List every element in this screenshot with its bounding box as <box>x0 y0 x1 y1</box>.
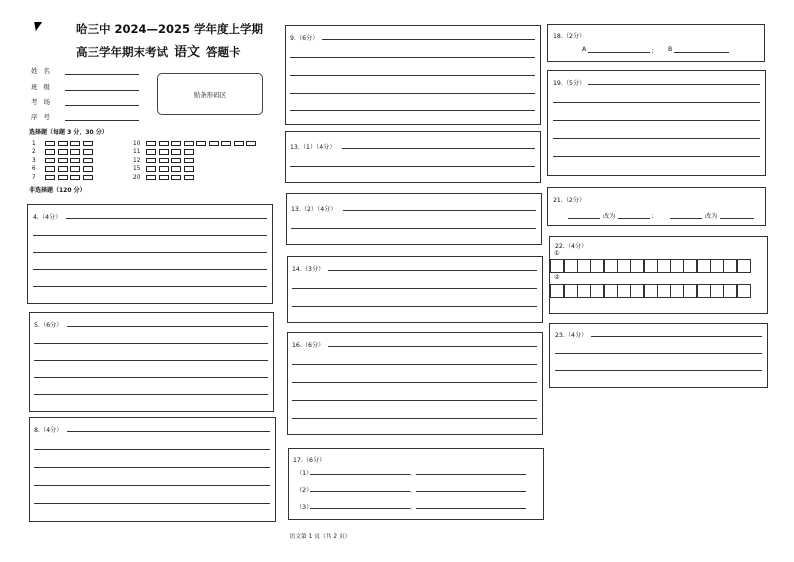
answer-box-q14 <box>287 256 543 323</box>
question-number: 3 <box>32 157 36 164</box>
question-number: 7 <box>32 174 36 181</box>
answer-bubble[interactable] <box>146 166 156 172</box>
grid-cell[interactable] <box>737 259 751 273</box>
q17-item-label: （1） <box>296 470 313 477</box>
writing-grid-1[interactable] <box>551 259 751 273</box>
answer-card-label: 答题卡 <box>206 45 241 59</box>
grid-cell[interactable] <box>697 259 711 273</box>
answer-line[interactable] <box>343 210 536 211</box>
answer-line[interactable] <box>291 228 536 229</box>
answer-line[interactable] <box>342 148 535 149</box>
exam-title-line2 <box>76 41 241 60</box>
separator: ； <box>651 213 658 220</box>
nonchoice-section-title: 非选择题（120 分） <box>29 187 86 194</box>
answer-bubble[interactable] <box>184 149 194 155</box>
answer-line[interactable] <box>292 306 537 307</box>
answer-bubble[interactable] <box>83 166 93 172</box>
question-label-q14: 14.（3分） <box>292 266 325 273</box>
answer-line[interactable] <box>290 110 535 111</box>
answer-line[interactable] <box>555 370 762 371</box>
choice-row <box>32 149 95 156</box>
answer-box-q4 <box>27 204 273 304</box>
choice-row <box>133 157 196 164</box>
answer-bubble[interactable] <box>234 141 244 147</box>
question-label-q4: 4.（4分） <box>33 214 62 221</box>
answer-line[interactable] <box>322 39 535 40</box>
answer-box-q16 <box>287 332 543 435</box>
answer-line[interactable] <box>292 382 537 383</box>
answer-bubble[interactable] <box>58 149 68 155</box>
answer-line[interactable] <box>568 218 600 219</box>
question-number: 11 <box>133 149 141 155</box>
answer-line[interactable] <box>292 400 537 401</box>
answer-box-q21 <box>547 187 766 226</box>
answer-bubble[interactable] <box>45 158 55 164</box>
answer-bubble[interactable] <box>171 166 181 172</box>
grid-cell[interactable] <box>630 259 644 273</box>
answer-bubble[interactable] <box>171 149 181 155</box>
grid-cell[interactable] <box>710 259 724 273</box>
question-label-q21: 21.（2分） <box>553 197 586 204</box>
q18-option-a: A <box>582 46 587 53</box>
question-label-q16: 16.（6分） <box>292 342 325 349</box>
answer-bubble[interactable] <box>45 175 55 181</box>
answer-line[interactable] <box>290 93 535 94</box>
answer-line[interactable] <box>67 431 270 432</box>
answer-bubble[interactable] <box>70 141 80 147</box>
answer-bubble[interactable] <box>83 141 93 147</box>
comma-separator: ， <box>410 504 417 511</box>
grid-cell[interactable] <box>617 284 631 298</box>
answer-bubble[interactable] <box>159 166 169 172</box>
grid-cell[interactable] <box>604 284 618 298</box>
answer-bubble[interactable] <box>171 141 181 147</box>
q17-item-label: （3） <box>296 504 313 511</box>
choice-row <box>133 140 259 147</box>
comma-separator: ， <box>410 470 417 477</box>
answer-bubble[interactable] <box>209 141 219 147</box>
answer-box-q13-2 <box>286 193 542 245</box>
answer-line[interactable] <box>674 52 729 53</box>
writing-grid-2[interactable] <box>551 284 751 298</box>
answer-line[interactable] <box>66 218 267 219</box>
answer-line[interactable] <box>34 360 268 361</box>
grid-cell[interactable] <box>670 259 684 273</box>
answer-bubble[interactable] <box>146 158 156 164</box>
grid-cell[interactable] <box>604 259 618 273</box>
question-label-q9: 9.（6分） <box>290 35 319 42</box>
answer-bubble[interactable] <box>196 141 206 147</box>
q22-mark: ① <box>554 250 560 257</box>
answer-line[interactable] <box>34 377 268 378</box>
grid-cell[interactable] <box>577 284 591 298</box>
grid-cell[interactable] <box>590 259 604 273</box>
answer-bubble[interactable] <box>83 158 93 164</box>
answer-line[interactable] <box>618 218 650 219</box>
info-label: 班级 <box>31 83 56 91</box>
grid-cell[interactable] <box>550 284 564 298</box>
answer-line[interactable] <box>588 52 650 53</box>
q22-mark: ② <box>554 274 560 281</box>
answer-bubble[interactable] <box>184 141 194 147</box>
choice-row <box>133 166 196 173</box>
grid-cell[interactable] <box>550 259 564 273</box>
answer-line[interactable] <box>34 343 268 344</box>
answer-line[interactable] <box>34 503 270 504</box>
answer-bubble[interactable] <box>146 141 156 147</box>
answer-line[interactable] <box>555 353 762 354</box>
answer-bubble[interactable] <box>221 141 231 147</box>
question-label-q17: 17.（6分） <box>293 457 326 464</box>
question-label-q18: 18.（2分） <box>553 33 586 40</box>
grid-cell[interactable] <box>577 259 591 273</box>
answer-line[interactable] <box>720 218 754 219</box>
name-field[interactable] <box>65 67 139 75</box>
question-label-q5: 5.（6分） <box>34 322 63 329</box>
q17-item-label: （2） <box>296 487 313 494</box>
grid-cell[interactable] <box>737 284 751 298</box>
answer-bubble[interactable] <box>45 141 55 147</box>
question-label-q22: 22.（4分） <box>555 243 588 250</box>
answer-line[interactable] <box>670 218 702 219</box>
answer-line[interactable] <box>33 286 267 287</box>
answer-line[interactable] <box>553 156 760 157</box>
answer-line[interactable] <box>328 346 537 347</box>
answer-bubble[interactable] <box>171 175 181 181</box>
answer-line[interactable] <box>553 138 760 139</box>
answer-bubble[interactable] <box>184 166 194 172</box>
answer-line[interactable] <box>67 326 268 327</box>
answer-line[interactable] <box>290 75 535 76</box>
grid-cell[interactable] <box>564 284 578 298</box>
answer-line[interactable] <box>292 418 537 419</box>
question-number: 1 <box>32 140 36 147</box>
page-footer: 语文第 1 页（共 2 页） <box>289 534 351 540</box>
change-to-label: 改为 <box>603 213 616 220</box>
answer-line[interactable] <box>34 394 268 395</box>
answer-bubble[interactable] <box>70 149 80 155</box>
barcode-area <box>157 73 263 115</box>
grid-cell[interactable] <box>723 259 737 273</box>
answer-line[interactable] <box>588 84 760 85</box>
question-label-q13-1: 13.（1）（4分） <box>290 144 336 151</box>
answer-bubble[interactable] <box>58 158 68 164</box>
answer-line[interactable] <box>416 474 526 475</box>
question-number: 10 <box>133 140 141 147</box>
choice-row <box>32 166 95 173</box>
answer-bubble[interactable] <box>70 158 80 164</box>
exam-room-field[interactable] <box>65 98 139 106</box>
q18-option-b: B <box>668 46 673 53</box>
answer-bubble[interactable] <box>159 149 169 155</box>
info-row-name <box>31 66 139 75</box>
answer-line[interactable] <box>34 449 270 450</box>
grid-cell[interactable] <box>670 284 684 298</box>
info-label: 考场 <box>31 98 56 106</box>
answer-line[interactable] <box>416 491 526 492</box>
answer-line[interactable] <box>33 269 267 270</box>
answer-line[interactable] <box>34 467 270 468</box>
exam-title-prefix: 高三学年期末考试 <box>76 45 168 59</box>
answer-box-q13-1 <box>285 131 541 183</box>
choice-row <box>133 149 196 156</box>
question-label-q8: 8.（4分） <box>34 427 63 434</box>
answer-bubble[interactable] <box>159 141 169 147</box>
grid-cell[interactable] <box>657 259 671 273</box>
question-number: 2 <box>32 149 36 155</box>
answer-bubble[interactable] <box>171 158 181 164</box>
grid-cell[interactable] <box>644 259 658 273</box>
answer-bubble[interactable] <box>83 175 93 181</box>
answer-bubble[interactable] <box>45 166 55 172</box>
info-row-class <box>31 82 139 91</box>
answer-bubble[interactable] <box>58 166 68 172</box>
question-number: 20 <box>133 174 141 181</box>
question-number: 6 <box>32 166 36 172</box>
question-label-q23: 23.（4分） <box>555 332 588 339</box>
answer-line[interactable] <box>292 288 537 289</box>
corner-mark <box>32 22 42 31</box>
separator: ； <box>651 48 658 55</box>
choice-section-title: 选择题（每题 3 分，30 分） <box>29 129 108 136</box>
question-number: 15 <box>133 166 141 172</box>
answer-bubble[interactable] <box>146 175 156 181</box>
question-number: 12 <box>133 157 141 164</box>
answer-bubble[interactable] <box>83 149 93 155</box>
answer-line[interactable] <box>34 485 270 486</box>
answer-box-q5 <box>29 312 274 412</box>
question-label-q13-2: 13.（2）（4分） <box>291 206 337 213</box>
answer-bubble[interactable] <box>146 149 156 155</box>
seat-number-field[interactable] <box>65 113 139 121</box>
answer-line[interactable] <box>310 491 410 492</box>
answer-line[interactable] <box>553 102 760 103</box>
answer-box-q8 <box>29 417 276 522</box>
answer-line[interactable] <box>290 166 535 167</box>
grid-cell[interactable] <box>617 259 631 273</box>
grid-cell[interactable] <box>723 284 737 298</box>
answer-bubble[interactable] <box>159 158 169 164</box>
grid-cell[interactable] <box>657 284 671 298</box>
answer-line[interactable] <box>328 270 537 271</box>
answer-line[interactable] <box>310 474 410 475</box>
answer-box-q18 <box>547 24 765 62</box>
grid-cell[interactable] <box>697 284 711 298</box>
info-label: 姓名 <box>31 67 56 75</box>
answer-bubble[interactable] <box>159 175 169 181</box>
choice-row <box>133 174 196 181</box>
grid-cell[interactable] <box>630 284 644 298</box>
answer-bubble[interactable] <box>70 175 80 181</box>
answer-bubble[interactable] <box>58 141 68 147</box>
grid-cell[interactable] <box>564 259 578 273</box>
answer-line[interactable] <box>33 235 267 236</box>
answer-line[interactable] <box>292 364 537 365</box>
comma-separator: ， <box>410 487 417 494</box>
choice-row <box>32 140 95 147</box>
info-label: 序号 <box>31 113 56 121</box>
answer-line[interactable] <box>591 336 762 337</box>
answer-bubble[interactable] <box>184 158 194 164</box>
grid-cell[interactable] <box>590 284 604 298</box>
change-to-label: 改为 <box>705 213 718 220</box>
choice-row <box>32 157 95 164</box>
answer-line[interactable] <box>416 508 526 509</box>
grid-cell[interactable] <box>683 284 697 298</box>
grid-cell[interactable] <box>644 284 658 298</box>
subject-name: 语文 <box>174 45 201 60</box>
exam-title-line1: 哈三中 2024—2025 学年度上学期 <box>76 22 264 36</box>
answer-line[interactable] <box>553 120 760 121</box>
answer-bubble[interactable] <box>246 141 256 147</box>
grid-cell[interactable] <box>683 259 697 273</box>
grid-cell[interactable] <box>710 284 724 298</box>
answer-bubble[interactable] <box>184 175 194 181</box>
answer-line[interactable] <box>290 57 535 58</box>
info-row-seat <box>31 112 139 121</box>
answer-bubble[interactable] <box>45 149 55 155</box>
barcode-label: 贴条形码区 <box>193 90 227 99</box>
class-field[interactable] <box>65 83 139 91</box>
choice-row <box>32 174 95 181</box>
answer-bubble[interactable] <box>70 166 80 172</box>
answer-line[interactable] <box>33 252 267 253</box>
question-label-q19: 19.（5分） <box>553 80 586 87</box>
answer-bubble[interactable] <box>58 175 68 181</box>
answer-line[interactable] <box>310 508 410 509</box>
info-row-room <box>31 97 139 106</box>
